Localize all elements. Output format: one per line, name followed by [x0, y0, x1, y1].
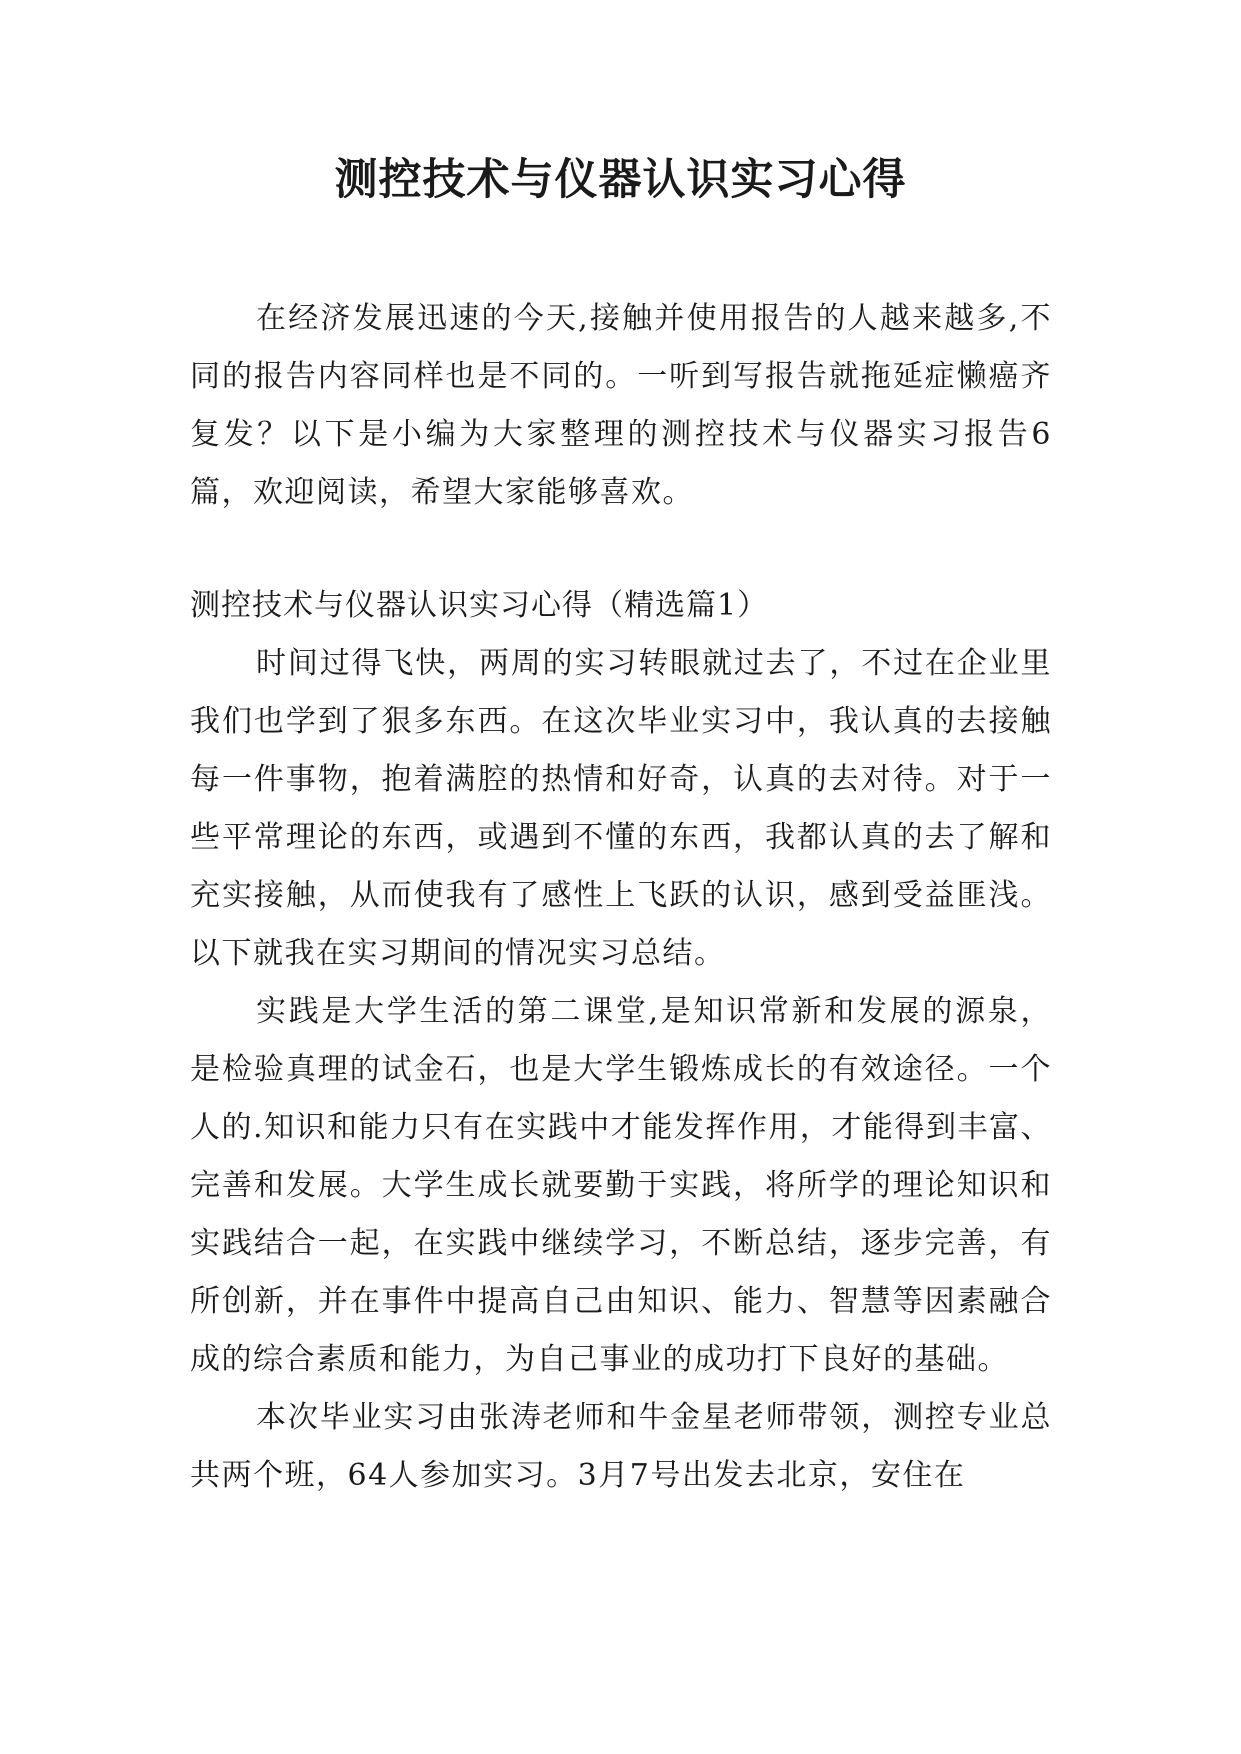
- body-paragraph-2: 实践是大学生活的第二课堂,是知识常新和发展的源泉，是检验真理的试金石，也是大学生锻炼成长的有效途径。一个人的.知识和能力只有在实践中才能发挥作用，才能得到丰富、完善和发展。大学生成长就要勤于实践，将所学的理论知识和实践结合一起，在实践中继续学习，不断总结，逐步完善，有所创新，并在事件中提高自己由知识、能力、智慧等因素融合成的综合素质和能力，为自己事业的成功打下良好的基础。: [190, 994, 1052, 1377]
- intro-paragraph: 在经济发展迅速的今天,接触并使用报告的人越来越多,不同的报告内容同样也是不同的。一听到写报告就拖延症懒癌齐复发？以下是小编为大家整理的测控技术与仪器实习报告6篇，欢迎阅读，希望大家能够喜欢。: [190, 301, 1052, 510]
- document-title: 测控技术与仪器认识实习心得: [334, 155, 907, 205]
- body-paragraph-3: 本次毕业实习由张涛老师和牛金星老师带领，测控专业总共两个班，64人参加实习。3月7号出发去北京，安住在: [190, 1400, 1052, 1493]
- body-paragraph-1: 时间过得飞快，两周的实习转眼就过去了，不过在企业里我们也学到了狠多东西。在这次毕业实习中，我认真的去接触每一件事物，抱着满腔的热情和好奇，认真的去对待。对于一些平常理论的东西，或遇到不懂的东西，我都认真的去了解和充实接触，从而使我有了感性上飞跃的认识，感到受益匪浅。以下就我在实习期间的情况实习总结。: [190, 646, 1052, 971]
- document-body: [190, 290, 1052, 1505]
- section-heading: 测控技术与仪器认识实习心得（精选篇1）: [190, 588, 769, 623]
